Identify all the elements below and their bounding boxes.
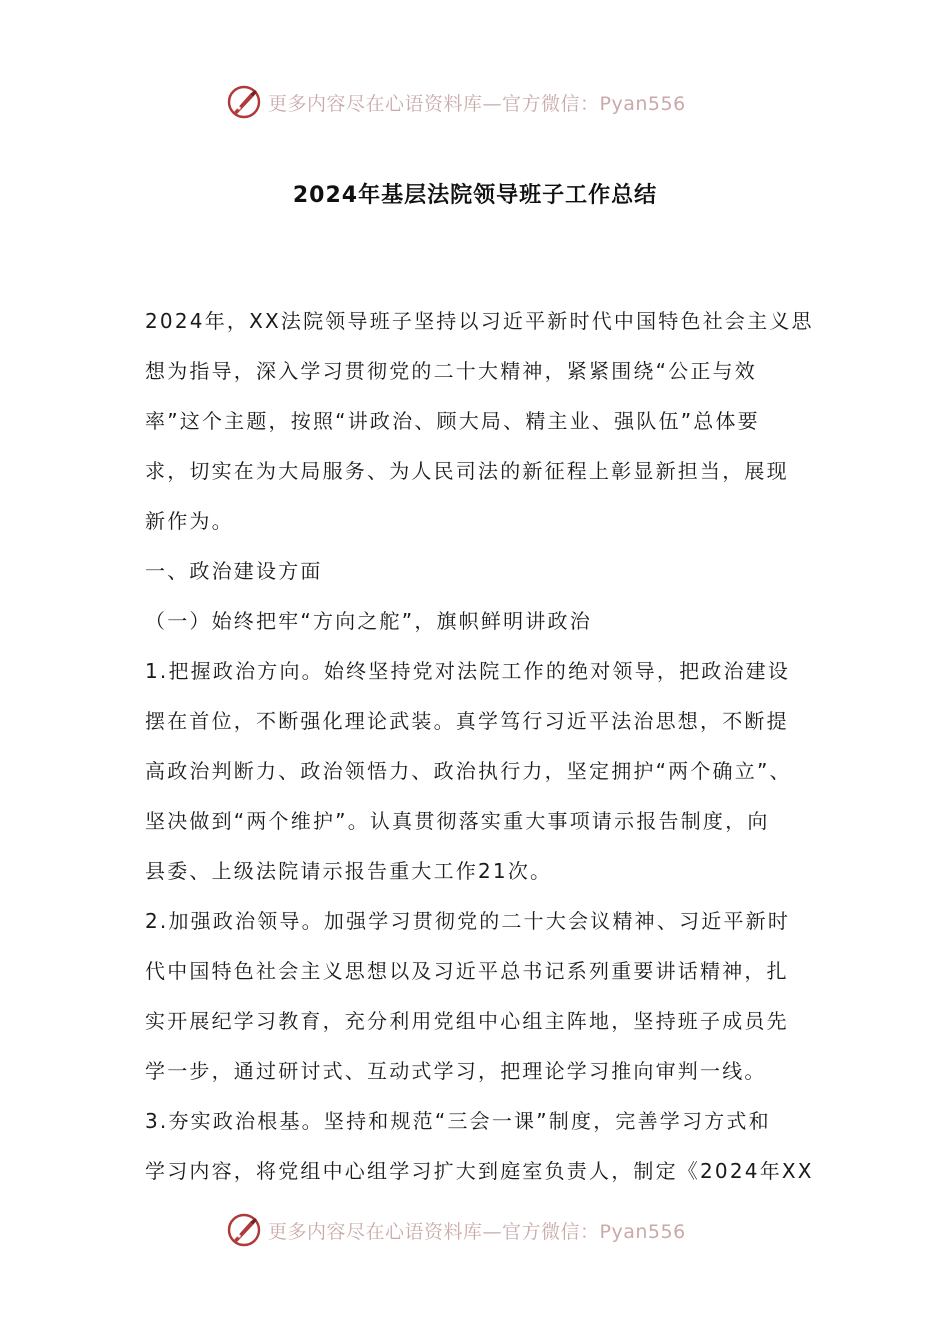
item-1-paragraph <box>145 646 810 896</box>
watermark-wechat-id: Pyan556 <box>599 1220 686 1243</box>
text-line: 2.加强政治领导。加强学习贯彻党的二十大会议精神、习近平新时 <box>145 909 791 933</box>
watermark-wechat-id: Pyan556 <box>599 92 686 115</box>
text-line: 学习内容，将党组中心组学习扩大到庭室负责人，制定《2024年XX <box>145 1159 814 1183</box>
text-line: 率”这个主题，按照“讲政治、顾大局、精主业、强队伍”总体要 <box>145 409 760 433</box>
text-line: 坚决做到“两个维护”。认真贯彻落实重大事项请示报告制度，向 <box>145 809 770 833</box>
text-line: 2024年，XX法院领导班子坚持以习近平新时代中国特色社会主义思 <box>145 309 814 333</box>
watermark-banner-bottom <box>226 1210 726 1250</box>
text-line: 摆在首位，不断强化理论武装。真学笃行习近平法治思想，不断提 <box>145 709 789 733</box>
text-line: （一）始终把牢“方向之舵”，旗帜鲜明讲政治 <box>145 609 592 633</box>
item-2-paragraph <box>145 896 810 1096</box>
subsection-heading <box>145 596 810 646</box>
pen-nib-logo-icon <box>226 1212 262 1248</box>
text-line: 求，切实在为大局服务、为人民司法的新征程上彰显新担当，展现 <box>145 459 789 483</box>
section-heading <box>145 546 810 596</box>
document-body <box>145 296 814 1196</box>
document-title: 2024年基层法院领导班子工作总结 <box>292 183 658 208</box>
text-line: 想为指导，深入学习贯彻党的二十大精神，紧紧围绕“公正与效 <box>145 359 757 383</box>
text-line: 一、政治建设方面 <box>145 559 323 583</box>
text-line: 实开展纪学习教育，充分利用党组中心组主阵地，坚持班子成员先 <box>145 1009 789 1033</box>
text-line: 高政治判断力、政治领悟力、政治执行力，坚定拥护“两个确立”、 <box>145 759 792 783</box>
watermark-text: 更多内容尽在心语资料库—官方微信： <box>268 92 600 115</box>
text-line: 县委、上级法院请示报告重大工作21次。 <box>145 859 553 883</box>
watermark-banner-top <box>226 82 726 122</box>
text-line: 3.夯实政治根基。坚持和规范“三会一课”制度，完善学习方式和 <box>145 1109 771 1133</box>
item-3-paragraph <box>145 1096 814 1196</box>
watermark-text: 更多内容尽在心语资料库—官方微信： <box>268 1220 600 1243</box>
intro-paragraph <box>145 296 814 546</box>
text-line: 新作为。 <box>145 509 234 533</box>
pen-nib-logo-icon <box>226 84 262 120</box>
text-line: 学一步，通过研讨式、互动式学习，把理论学习推向审判一线。 <box>145 1059 767 1083</box>
text-line: 1.把握政治方向。始终坚持党对法院工作的绝对领导，把政治建设 <box>145 659 791 683</box>
text-line: 代中国特色社会主义思想以及习近平总书记系列重要讲话精神，扎 <box>145 959 789 983</box>
